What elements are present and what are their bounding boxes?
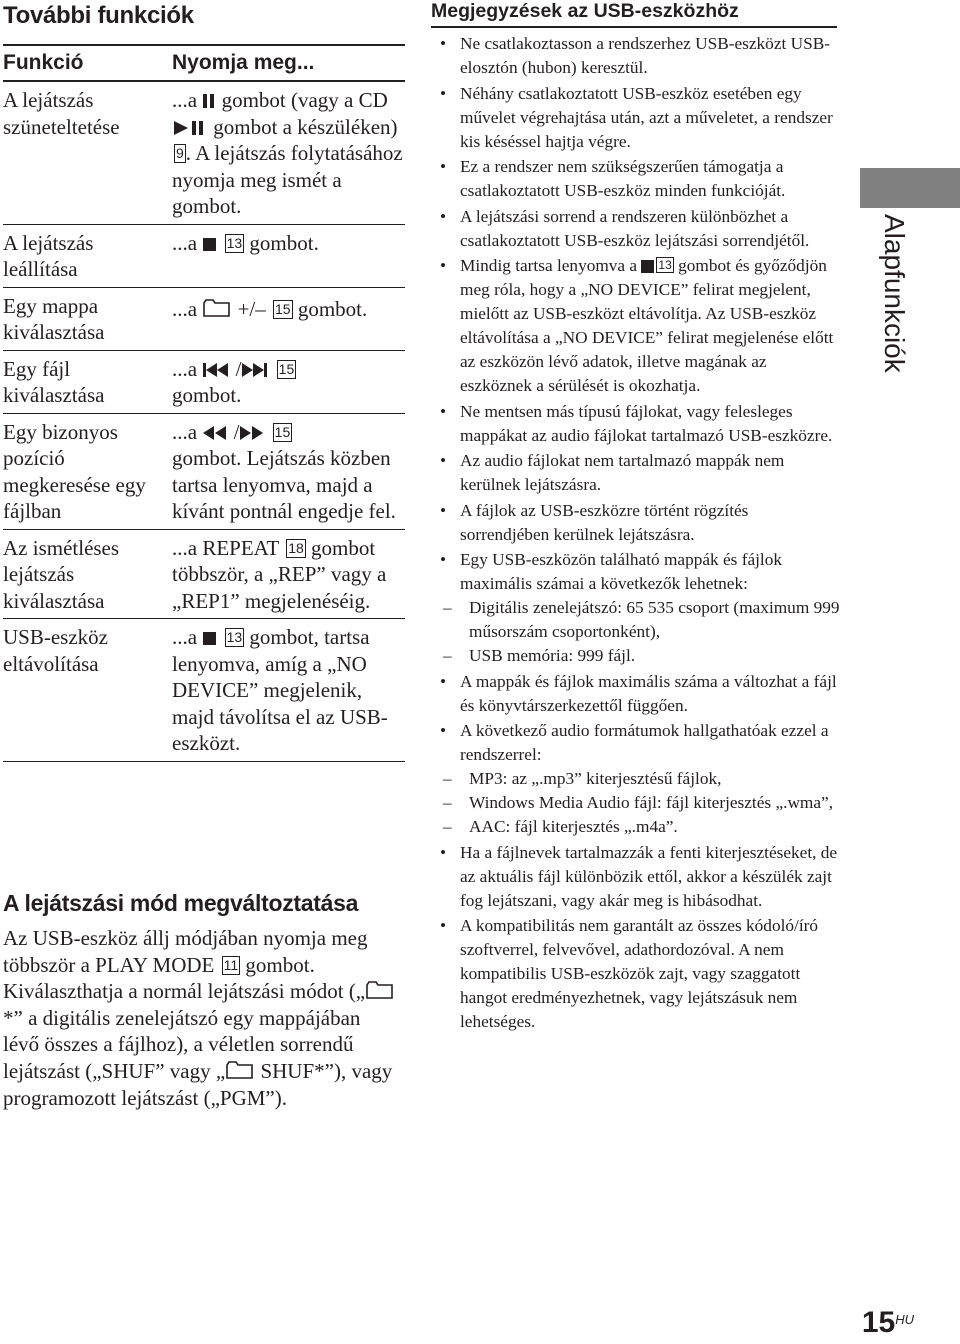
sub-list-item: – Digitális zenelejátszó: 65 535 csoport (maximum 999 műsorszám csoportonként),	[443, 598, 840, 641]
press-cell: ...a gombot (vagy a CD gombot a készüléken) 9. A lejátszás folytatásához nyomja meg ismét a gombot.	[172, 88, 403, 218]
function-cell: A lejátszás szüneteltetése	[3, 88, 120, 139]
notes-list	[431, 32, 841, 1034]
stop-icon	[202, 237, 217, 252]
function-cell: A lejátszás leállítása	[3, 230, 94, 281]
list-item: • Ne csatlakoztasson a rendszerhez USB-eszközt USB-elosztón (hubon) keresztül.	[440, 34, 830, 77]
press-cell: ...a / 15 gombot. Lejátszás közben tartsa lenyomva, majd a kívánt pontnál engedje fel.	[172, 419, 396, 523]
list-item: • A kompatibilitás nem garantált az összes kódoló/író szoftverrel, felvevővel, adathordozóval. A nem kompatibilis USB-eszközök zajt, vagy szaggatott hangot eredményezhetnek, vagy lejátszásuk nem lehetséges.	[440, 916, 819, 1031]
col-press-header: Nyomja meg...	[172, 51, 315, 74]
list-item: • A következő audio formátumok hallgathatóak ezzel a rendszerrel: – MP3: az „.mp3” kiterjesztésű fájlok, – Windows Media Audio fájl: fájl kiterjesztés „.wma”, – AAC: fájl kiterjesztés „.m4a”.	[431, 719, 841, 839]
callout-number: 13	[658, 258, 672, 272]
list-item: • Ne mentsen más típusú fájlokat, vagy felesleges mappákat az audio fájlokat tartalmazó USB-eszközre.	[440, 401, 833, 445]
stop-icon	[641, 260, 654, 273]
callout-number: 9	[176, 145, 184, 161]
callout-number: 15	[274, 423, 291, 440]
table-row	[3, 351, 405, 414]
next-icon	[241, 362, 269, 378]
col-function-header: Funkció	[3, 51, 84, 74]
folder-icon	[202, 298, 232, 318]
press-cell: ...a REPEAT 18 gombot többször, a „REP” vagy a „REP1” megjelenéséig.	[172, 535, 387, 613]
list-item: • Egy USB-eszközön található mappák és fájlok maximális számai a következők lehetnek: – Digitális zenelejátszó: 65 535 csoport (maximum 999 műsorszám csoportonként), – USB memória: 999 fájl.	[431, 548, 841, 668]
rewind-icon	[202, 425, 228, 441]
sub-list-item: – USB memória: 999 fájl.	[443, 646, 636, 665]
callout-number: 13	[226, 234, 243, 251]
callout-number: 15	[278, 360, 295, 377]
list-item: • A mappák és fájlok maximális száma a változhat a fájl és könyvtárszerkezettől függően.	[440, 671, 837, 715]
table-row	[3, 225, 405, 288]
side-tab-label: Alapfunkciók	[879, 214, 910, 373]
folder-icon	[225, 1060, 255, 1080]
page-title: További funkciók	[3, 2, 194, 29]
callout-number: 11	[223, 956, 239, 973]
function-cell: USB-eszköz eltávolítása	[3, 625, 108, 676]
list-item: • Az audio fájlokat nem tartalmazó mappák nem kerülnek lejátszásra.	[440, 451, 785, 494]
list-item: • Néhány csatlakoztatott USB-eszköz esetében egy művelet végrehajtása után, azt a műveletet, a rendszer kis késéssel hajtja végre.	[440, 83, 833, 151]
play-pause-icon	[172, 120, 208, 136]
side-tab-marker	[860, 168, 960, 208]
section-heading: A lejátszási mód megváltoztatása	[3, 890, 359, 916]
previous-icon	[202, 362, 230, 378]
list-item: • Ha a fájlnevek tartalmazzák a fenti kiterjesztéseket, de az aktuális fájl különbözik ettől, akkor a készülék zajt fog lejátszani, vagy akár meg is hibásodhat.	[440, 842, 838, 910]
press-cell: ...a 13 gombot.	[172, 230, 319, 255]
table-row	[3, 530, 405, 620]
sub-list-item: – AAC: fájl kiterjesztés „.m4a”.	[443, 817, 678, 836]
list-item: • A lejátszási sorrend a rendszeren különbözhet a csatlakoztatott USB-eszköz lejátszási sorrendjétől.	[440, 206, 810, 250]
list-item: • A fájlok az USB-eszközre történt rögzítés sorrendjében kerülnek lejátszásra.	[440, 500, 749, 544]
press-cell: ...a 13 gombot, tartsa lenyomva, amíg a „NO DEVICE” megjelenik, majd távolítsa el az USB-eszközt.	[172, 625, 388, 755]
sub-list-item: – MP3: az „.mp3” kiterjesztésű fájlok,	[443, 769, 722, 788]
left-column	[3, 0, 405, 762]
press-cell: ...a +/– 15 gombot.	[172, 296, 368, 321]
list-item: • Mindig tartsa lenyomva a 13 gombot és győződjön meg róla, hogy a „NO DEVICE” felirat megjelent, mielőtt az USB-eszközt eltávolítja. Az USB-eszköz eltávolítása a „NO DEVICE” felirat megjelenése előtt az eszközön lévő adatok, illetve magának az eszköznek a sérülését is okozhatja.	[440, 256, 834, 395]
function-cell: Egy mappa kiválasztása	[3, 293, 105, 344]
sub-list-item: – Windows Media Audio fájl: fájl kiterjesztés „.wma”,	[443, 793, 834, 812]
callout-number: 13	[226, 629, 243, 645]
callout-number: 18	[288, 539, 304, 556]
function-cell: Az ismétléses lejátszás kiválasztása	[3, 535, 120, 613]
table-row	[3, 619, 405, 762]
callout-number: 15	[275, 300, 291, 317]
section-paragraph: Az USB-eszköz állj módjában nyomja meg többször a PLAY MODE 11 gombot. Kiválaszthatja a normál lejátszási módot („*” a digitális zenelejátszó egy mappájában lévő összes a fájlhoz), a véletlen sorrendű lejátszást („SHUF” vagy „ SHUF*”), vagy programozott lejátszást („PGM”).	[3, 925, 398, 1111]
function-cell: Egy fájl kiválasztása	[3, 356, 105, 407]
list-item: • Ez a rendszer nem szükségszerűen támogatja a csatlakoztatott USB-eszköz minden funkcióját.	[440, 157, 786, 200]
function-cell: Egy bizonyos pozíció megkeresése egy fájlban	[3, 419, 146, 523]
press-cell: ...a / 15 gombot.	[172, 356, 295, 407]
right-column	[431, 0, 841, 1036]
pause-icon	[202, 93, 216, 109]
page-number: $15^{HU}$	[861, 1306, 914, 1339]
table-header	[3, 44, 405, 82]
fast-forward-icon	[239, 425, 265, 441]
folder-icon	[365, 980, 395, 1000]
notes-heading: Megjegyzések az USB-eszközhöz	[431, 0, 837, 28]
table-row	[3, 288, 405, 351]
table-row	[3, 82, 405, 225]
table-row	[3, 414, 405, 530]
stop-icon	[202, 631, 217, 646]
